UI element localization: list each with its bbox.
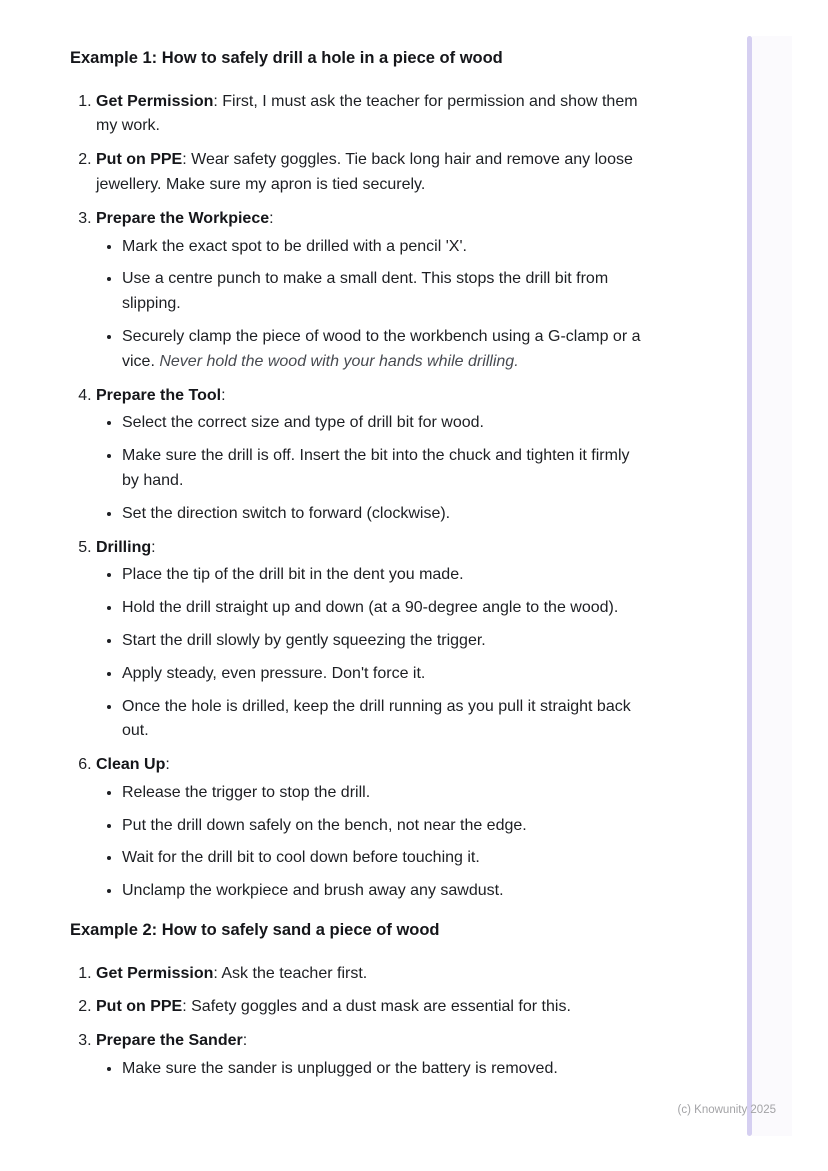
bullet-item: • Wait for the drill bit to cool down before touching it. — [122, 846, 648, 871]
bullet-list — [96, 781, 648, 904]
step-item: 1. Get Permission: First, I must ask the teacher for permission and show them my work. — [96, 90, 648, 140]
step-item: 2. Put on PPE: Safety goggles and a dust mask are essential for this. — [96, 995, 648, 1020]
step-label: Get Permission — [96, 964, 214, 982]
bullet-item: • Once the hole is drilled, keep the drill running as you pull it straight back out. — [122, 695, 648, 745]
bullet-item: • Place the tip of the drill bit in the dent you made. — [122, 563, 648, 588]
step-item: 4. Prepare the Tool: • Select the correct size and type of drill bit for wood. • Make sure the drill is off. Insert the bit into the chuck and tighten it firmly by hand. • Set the direction switch to forward (clockwise). — [96, 384, 648, 527]
step-item: 1. Get Permission: Ask the teacher first. — [96, 962, 648, 987]
bullet-list — [96, 235, 648, 375]
bullet-item: • Securely clamp the piece of wood to the workbench using a G-clamp or a vice. Never hold the wood with your hands while drilling. — [122, 325, 648, 375]
scrollbar-thumb[interactable] — [747, 36, 752, 1136]
bullet-list — [96, 563, 648, 744]
section-heading: Example 1: How to safely drill a hole in a piece of wood — [70, 49, 503, 67]
page-edge-band — [752, 36, 792, 1136]
step-label: Prepare the Workpiece — [96, 209, 270, 227]
bullet-item: • Unclamp the workpiece and brush away any sawdust. — [122, 879, 648, 904]
bullet-item: • Start the drill slowly by gently squeezing the trigger. — [122, 629, 648, 654]
step-label: Prepare the Tool — [96, 386, 222, 404]
section-heading: Example 2: How to safely sand a piece of wood — [70, 921, 440, 940]
step-item: 2. Put on PPE: Wear safety goggles. Tie back long hair and remove any loose jewellery. Make sure my apron is tied securely. — [96, 148, 648, 198]
bullet-item: • Mark the exact spot to be drilled with a pencil 'X'. — [122, 235, 648, 260]
step-label: Drilling — [96, 538, 152, 556]
steps-list — [70, 962, 648, 1082]
step-item: 5. Drilling: • Place the tip of the drill bit in the dent you made. • Hold the drill straight up and down (at a 90-degree angle to the wood). • Start the drill slowly by gently squeezing the trigger. • Apply steady, even pressure. Don't force it. • Once the hole is drilled, keep the drill running as you pull it straight back out. — [96, 536, 648, 745]
step-label: Put on PPE — [96, 151, 183, 169]
bullet-item: • Apply steady, even pressure. Don't force it. — [122, 662, 648, 687]
italic-note: Never hold the wood with your hands while drilling. — [159, 352, 519, 370]
bullet-item: • Make sure the drill is off. Insert the bit into the chuck and tighten it firmly by hand. — [122, 444, 648, 494]
bullet-item: • Hold the drill straight up and down (at a 90-degree angle to the wood). — [122, 596, 648, 621]
bullet-list — [96, 1057, 648, 1082]
step-label: Get Permission — [96, 92, 214, 110]
step-label: Put on PPE — [96, 998, 183, 1016]
step-item: 3. Prepare the Workpiece: • Mark the exact spot to be drilled with a pencil 'X'. • Use a centre punch to make a small dent. This stops the drill bit from slipping. • Securely clamp the piece of wood to the workbench using a G-clamp or a vice. Never hold the wood with your hands while drilling. — [96, 207, 648, 375]
step-item: 3. Prepare the Sander: • Make sure the sander is unplugged or the battery is removed. — [96, 1029, 648, 1082]
step-label: Prepare the Sander — [96, 1032, 243, 1050]
bullet-item: • Use a centre punch to make a small dent. This stops the drill bit from slipping. — [122, 267, 648, 317]
bullet-item: • Make sure the sander is unplugged or the battery is removed. — [122, 1057, 648, 1082]
bullet-list — [96, 411, 648, 526]
document-body — [70, 38, 648, 1096]
bullet-item: • Set the direction switch to forward (clockwise). — [122, 502, 648, 527]
bullet-item: • Select the correct size and type of drill bit for wood. — [122, 411, 648, 436]
bullet-item: • Put the drill down safely on the bench, not near the edge. — [122, 814, 648, 839]
watermark: (c) Knowunity 2025 — [677, 1104, 776, 1116]
steps-list — [70, 90, 648, 905]
step-label: Clean Up — [96, 756, 166, 774]
bullet-item: • Release the trigger to stop the drill. — [122, 781, 648, 806]
step-item: 6. Clean Up: • Release the trigger to stop the drill. • Put the drill down safely on the bench, not near the edge. • Wait for the drill bit to cool down before touching it. • Unclamp the workpiece and brush away any sawdust. — [96, 753, 648, 904]
